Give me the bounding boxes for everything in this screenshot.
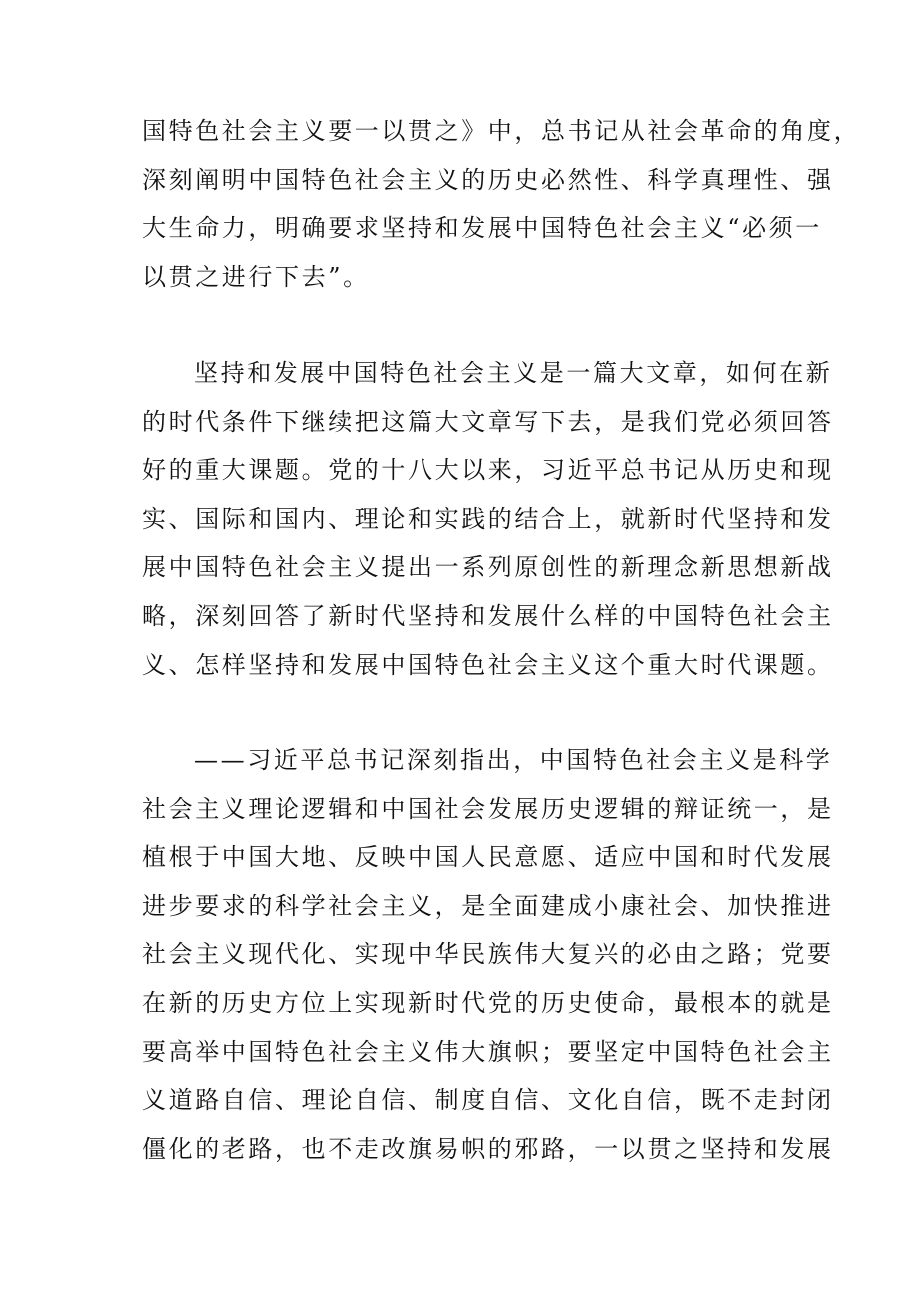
text-line: 深刻阐明中国特色社会主义的历史必然性、科学真理性、强: [142, 165, 834, 194]
text-line: 僵化的老路，也不走改旗易帜的邪路，一以贯之坚持和发展: [142, 1134, 834, 1163]
text-line: 义道路自信、理论自信、制度自信、文化自信，既不走封闭: [142, 1086, 834, 1115]
text-line: 略，深刻回答了新时代坚持和发展什么样的中国特色社会主: [142, 601, 834, 630]
text-line: 大生命力，明确要求坚持和发展中国特色社会主义“必须一: [142, 214, 822, 243]
paragraph-1: [142, 107, 861, 301]
text-line: ——习近平总书记深刻指出，中国特色社会主义是科学: [194, 746, 833, 774]
text-line: 展中国特色社会主义提出一系列原创性的新理念新思想新战: [142, 553, 834, 582]
text-line: 以贯之进行下去”。: [142, 262, 370, 291]
text-line: 坚持和发展中国特色社会主义是一篇大文章，如何在新: [194, 359, 833, 387]
paragraph-3: [142, 736, 834, 1173]
text-line: 进步要求的科学社会主义，是全面建成小康社会、加快推进: [142, 891, 834, 920]
text-line: 植根于中国大地、反映中国人民意愿、适应中国和时代发展: [142, 843, 834, 872]
text-line: 义、怎样坚持和发展中国特色社会主义这个重大时代课题。: [142, 650, 834, 679]
text-line: 的时代条件下继续把这篇大文章写下去，是我们党必须回答: [142, 407, 834, 436]
text-line: 国特色社会主义要一以贯之》中，总书记从社会革命的角度，: [142, 117, 861, 145]
text-line: 社会主义现代化、实现中华民族伟大复兴的必由之路；党要: [142, 940, 834, 969]
text-line: 好的重大课题。党的十八大以来，习近平总书记从历史和现: [142, 456, 834, 485]
text-line: 要高举中国特色社会主义伟大旗帜；要坚定中国特色社会主: [142, 1037, 834, 1066]
text-line: 社会主义理论逻辑和中国社会发展历史逻辑的辩证统一，是: [142, 794, 834, 823]
text-line: 实、国际和国内、理论和实践的结合上，就新时代坚持和发: [142, 504, 834, 533]
paragraph-2: [142, 349, 834, 689]
text-line: 在新的历史方位上实现新时代党的历史使命，最根本的就是: [142, 988, 834, 1017]
